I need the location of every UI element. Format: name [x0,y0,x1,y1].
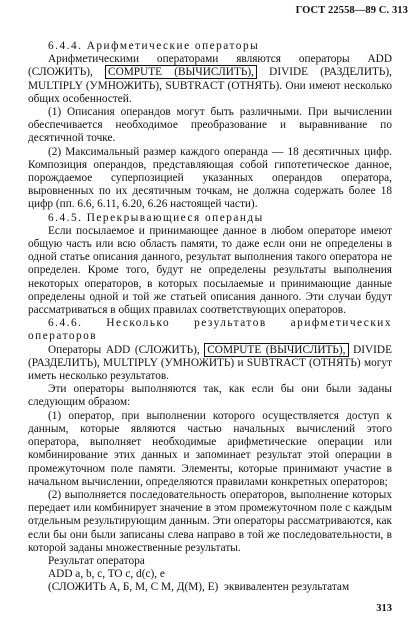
section-6-4-4-paragraph [28,53,392,106]
section-6-4-4-heading: 6.4.4. Арифметические операторы [48,40,260,52]
example-tail-text: эквивалентен результатам [223,581,350,594]
section-6-4-5-paragraph: Если посылаемое и принимающее данное в любом операторе имеют общую часть или всю область памяти, то даже если они не определены в одной статье описания данного, результат выполнения такого оператора не определен. Кроме того, будут не определены результаты выполнения некоторых операторов, в которых посылаемые и принимающие данные определены одной и той же статьей описания данного. Эти случаи будут рассматриваться в общих правилах соответствующих операторов. [28,224,392,317]
section-6-4-6-item-2: (2) выполняется последовательность операторов, выполнение которых передает или комбинирует значение в этом промежуточном поле с каждым отдельным результирующим данным. Эти операторы рассматриваются, как если бы они были записаны слева направо в той же последовательности, в которой заданы множественные результаты. [28,488,392,554]
document-body [28,40,392,595]
paragraph-text: DIVIDE (РАЗДЕЛИТЬ), MULTIPLY (УМНОЖИТЬ) и SUBTRACT (ОТНЯТЬ) могут иметь несколько результатов. [28,343,392,383]
boxed-compute-term: COMPUTE (ВЫЧИСЛИТЬ), [105,65,257,79]
section-6-4-4-item-2: (2) Максимальный размер каждого операнда — 18 десятичных цифр. Композиция операндов, представляющая собой гипотетическое данное, порождаемое суперпозицией указанных операндов оператора, выровненных по их десятичным точкам, не должна содержать более 18 цифр (пп. 6.6, 6.11, 6.20, 6.26 настоящей части). [28,145,392,211]
section-6-4-6-heading: 6.4.6. Несколько результатов арифметических операторов [28,317,392,343]
example-code-text: (СЛОЖИТЬ А, Б, М, С М, Д(М), Е) [48,581,219,594]
section-6-4-5-heading: 6.4.5. Перекрывающиеся операнды [48,211,264,224]
paragraph-text: DIVIDE (РАЗДЕЛИТЬ), MULTIPLY (УМНОЖИТЬ), SUBTRACT (ОТНЯТЬ). Они имеют несколько общих особенностей. [28,66,392,105]
boxed-compute-term: COMPUTE (ВЫЧИСЛИТЬ), [204,343,348,357]
example-code-line-1: ADD a, b, c, TO c, d(c), e [48,568,165,581]
paragraph-text: Арифметическими операторами являются операторы ADD (СЛОЖИТЬ), [28,53,392,79]
section-6-4-6-item-1: (1) оператор, при выполнении которого осуществляется доступ к данным, которые являются частью начальных вычислений этого оператора, выполняет необходимые арифметические операции или комбинирование этих данных и запоминает результат этой операции в промежуточном поле памяти. Элементы, которые принимают участие в начальном вычислении, определяются правилами конкретных операторов; [28,409,392,488]
example-code-line-2 [28,581,392,594]
page-number: 313 [376,603,392,614]
paragraph-text: Операторы ADD (СЛОЖИТЬ), [48,343,205,356]
section-6-4-4-item-1: (1) Описания операндов могут быть различными. При вычислении обеспечивается необходимое преобразование и выравнивание по десятичной точке. [28,106,392,145]
example-label: Результат оператора [48,554,145,567]
section-6-4-6-paragraph-2: Эти операторы выполняются так, как если бы они были заданы следующим образом: [28,383,392,409]
section-6-4-6-paragraph [28,344,392,384]
page-header: ГОСТ 22558—89 С. 313 [295,5,408,16]
